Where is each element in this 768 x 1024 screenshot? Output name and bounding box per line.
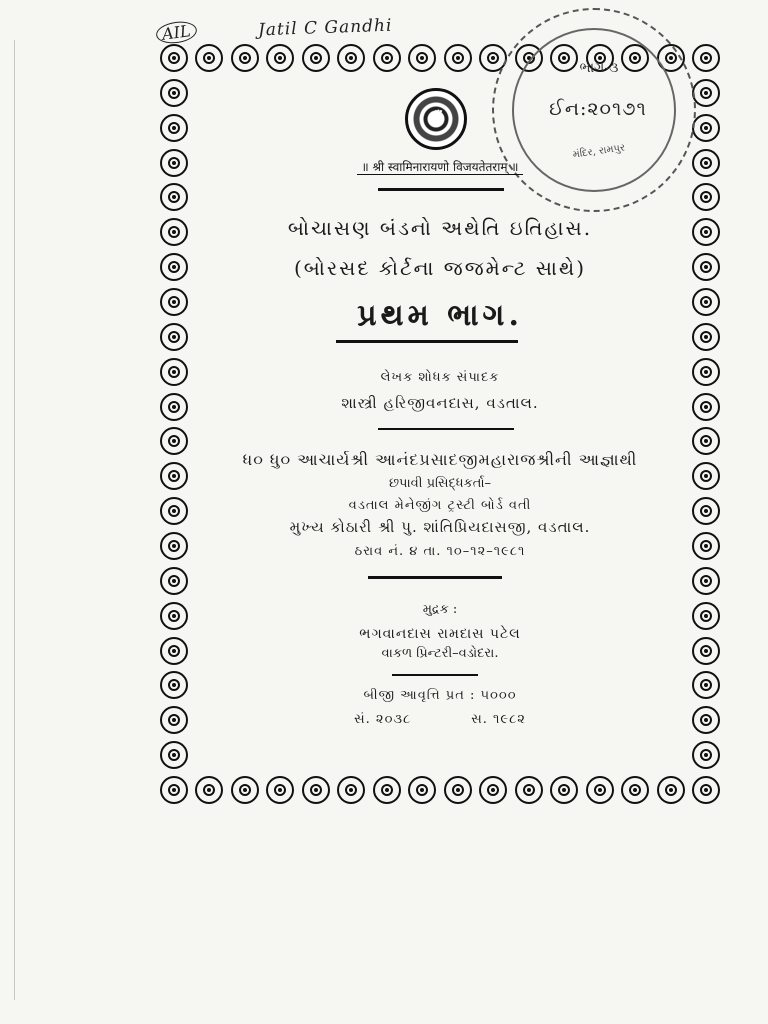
floral-border-ornament (692, 44, 720, 72)
library-seal-stamp (492, 8, 696, 212)
authorization-line: ધ૦ ધુ૦ આચાર્યશ્રી આનંદપ્રસાદજીમહારાજશ્રીની આજ્ઞાથી (242, 450, 638, 469)
floral-border-ornament (160, 741, 188, 769)
seal-accession-number: ઈન:૨૦૧૭૧ (549, 98, 647, 120)
floral-border-ornament (657, 776, 685, 804)
floral-border-ornament (160, 776, 188, 804)
printer-press: વાકળ પ્રિન્ટરી–વડોદરા. (381, 646, 499, 661)
floral-border-ornament (302, 44, 330, 72)
handwritten-signature: Jatil C Gandhi (257, 15, 393, 41)
floral-border-ornament (621, 776, 649, 804)
author-name: શાસ્ત્રી હરિજીવનદાસ, વડતાલ. (341, 394, 539, 412)
floral-border-ornament (586, 776, 614, 804)
floral-border-ornament (266, 44, 294, 72)
title-line-2: (બોરસદ કોર્ટના જજમેન્ટ સાથે) (293, 256, 587, 280)
gregorian-year: સ. ૧૯૮૨ (471, 712, 526, 727)
floral-border-ornament (515, 776, 543, 804)
floral-border-ornament (337, 44, 365, 72)
floral-border-ornament (692, 79, 720, 107)
floral-border-ornament (302, 776, 330, 804)
floral-border-ornament (266, 776, 294, 804)
floral-border-ornament (444, 776, 472, 804)
handwritten-note-left: AIL (155, 19, 198, 45)
floral-border-ornament (550, 776, 578, 804)
scan-edge-line (14, 40, 15, 1000)
samvat-year: સં. ૨૦૩૮ (354, 712, 412, 727)
floral-border-ornament (692, 741, 720, 769)
invocation-line: ॥ श्री स्वामिनारायणो विजयतेतराम् ॥ (160, 158, 720, 175)
edition-years (160, 712, 720, 727)
title-part-one: પ્રથમ ભાગ. (357, 298, 523, 333)
decorative-rule-printer (392, 674, 478, 676)
floral-border-ornament (479, 776, 507, 804)
floral-border-ornament (231, 776, 259, 804)
publisher-trust: વડતાલ મેનેજીંગ ટ્રસ્ટી બોર્ડ વતી (348, 498, 532, 513)
floral-border-ornament (373, 44, 401, 72)
seal-text-top: ભાગ-૩ (579, 60, 619, 76)
floral-border-ornament (444, 44, 472, 72)
floral-border-ornament (408, 776, 436, 804)
decorative-rule-author (378, 428, 514, 430)
floral-border-ornament (231, 44, 259, 72)
floral-border-ornament (408, 44, 436, 72)
floral-border-ornament (692, 183, 720, 211)
title-line-1: બોચાસણ બંડનો અથેતિ ઇતિહાસ. (287, 216, 593, 240)
decorative-rule-publisher (368, 576, 502, 579)
edition-copies: બીજી આવૃત્તિ પ્રત : ૫૦૦૦ (363, 688, 517, 703)
floral-border-ornament (195, 776, 223, 804)
author-label: લેખક શોધક સંપાદક (380, 370, 500, 385)
floral-border-ornament (160, 44, 188, 72)
floral-border-ornament (337, 776, 365, 804)
publisher-label: છપાવી પ્રસિદ્ધકર્તા– (388, 476, 492, 491)
resolution-number: ઠરાવ નં. ૪ તા. ૧૦–૧૨–૧૯૮૧ (354, 544, 526, 559)
om-emblem-icon (405, 88, 467, 150)
floral-border-ornament (160, 567, 188, 595)
floral-border-ornament (692, 114, 720, 142)
seal-text-bottom: મંદિર, રામપુર (572, 142, 626, 161)
floral-border-ornament (195, 44, 223, 72)
floral-border-ornament (373, 776, 401, 804)
printer-name: ભગવાનદાસ રામદાસ પટેલ (359, 626, 521, 642)
floral-border-ornament (692, 567, 720, 595)
decorative-rule-top (378, 188, 504, 191)
floral-border-ornament (692, 776, 720, 804)
printer-label: મુદ્રક : (422, 602, 458, 617)
floral-border-ornament (160, 114, 188, 142)
floral-border-ornament (160, 79, 188, 107)
floral-border-ornament (160, 183, 188, 211)
decorative-rule-title (336, 340, 518, 343)
om-glyph: ॐ (427, 109, 445, 130)
publisher-name: મુખ્ય કોઠારી શ્રી પુ. શાંતિપ્રિયદાસજી, વડતાલ. (289, 518, 591, 536)
